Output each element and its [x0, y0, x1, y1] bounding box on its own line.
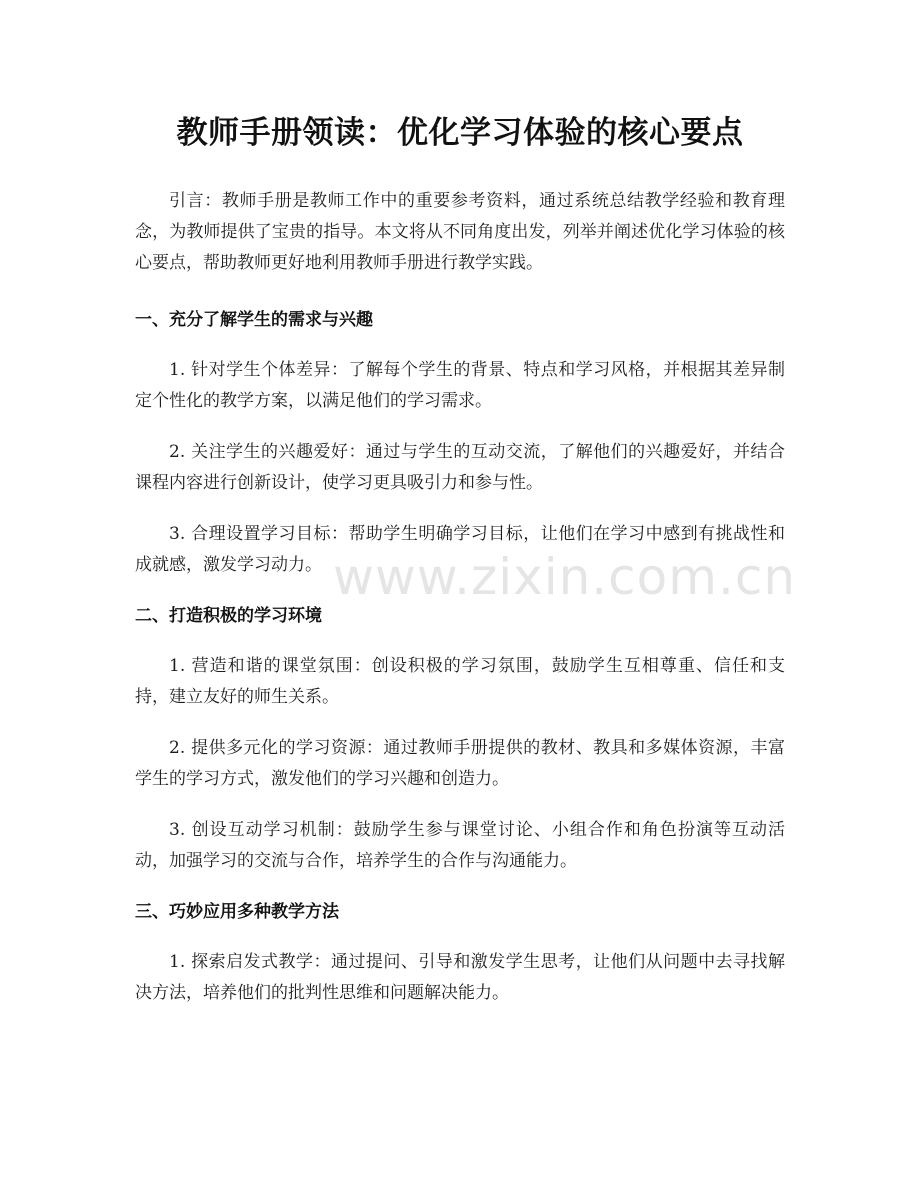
- section-1-item-1: 1. 针对学生个体差异：了解每个学生的背景、特点和学习风格，并根据其差异制定个性化的教学方案，以满足他们的学习需求。: [135, 360, 785, 411]
- section-1-item-3: 3. 合理设置学习目标：帮助学生明确学习目标，让他们在学习中感到有挑战性和成就感，激发学习动力。: [135, 524, 785, 575]
- section-heading-1: 一、充分了解学生的需求与兴趣: [135, 310, 373, 330]
- intro-paragraph: 引言：教师手册是教师工作中的重要参考资料，通过系统总结教学经验和教育理念，为教师提供了宝贵的指导。本文将从不同角度出发，列举并阐述优化学习体验的核心要点，帮助教师更好地利用教师手册进行教学实践。: [135, 191, 785, 273]
- section-1-item-2: 2. 关注学生的兴趣爱好：通过与学生的互动交流，了解他们的兴趣爱好，并结合课程内容进行创新设计，使学习更具吸引力和参与性。: [135, 442, 785, 493]
- document-title: 教师手册领读：优化学习体验的核心要点: [176, 115, 744, 151]
- watermark: www.zixin.com.cn: [333, 548, 797, 606]
- section-heading-2: 二、打造积极的学习环境: [135, 606, 322, 626]
- section-2-item-2: 2. 提供多元化的学习资源：通过教师手册提供的教材、教具和多媒体资源，丰富学生的学习方式，激发他们的学习兴趣和创造力。: [135, 738, 785, 789]
- section-3-item-1: 1. 探索启发式教学：通过提问、引导和激发学生思考，让他们从问题中去寻找解决方法，培养他们的批判性思维和问题解决能力。: [135, 952, 785, 1003]
- section-2-item-1: 1. 营造和谐的课堂氛围：创设积极的学习氛围，鼓励学生互相尊重、信任和支持，建立友好的师生关系。: [135, 656, 785, 707]
- section-2-item-3: 3. 创设互动学习机制：鼓励学生参与课堂讨论、小组合作和角色扮演等互动活动，加强学习的交流与合作，培养学生的合作与沟通能力。: [135, 820, 785, 871]
- section-heading-3: 三、巧妙应用多种教学方法: [135, 902, 339, 922]
